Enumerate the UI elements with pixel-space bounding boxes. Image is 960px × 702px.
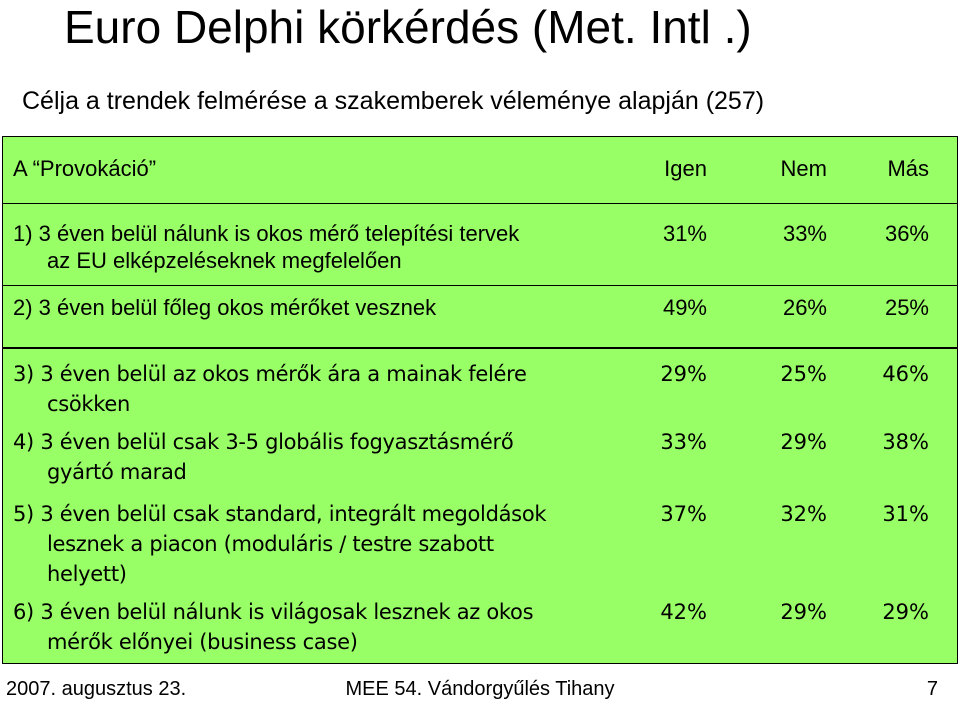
value-igen: 37% [660, 502, 707, 526]
value-mas: 38% [882, 430, 929, 454]
row-text-line: csökken [47, 392, 131, 416]
footer-event: MEE 54. Vándorgyűlés Tihany [345, 678, 615, 700]
row-text-line: gyártó marad [47, 460, 187, 484]
survey-table-top [2, 136, 958, 348]
value-mas: 31% [882, 502, 929, 526]
value-nem: 29% [780, 430, 827, 454]
value-mas: 36% [884, 221, 929, 246]
survey-table-bottom [2, 348, 958, 664]
row-text-line: 1) 3 éven belül nálunk is okos mérő telepítési tervek [13, 221, 520, 246]
value-nem: 32% [780, 502, 827, 526]
row-text-line: lesznek a piacon (moduláris / testre szabott [47, 532, 494, 556]
row-text-line: 5) 3 éven belül csak standard, integrált megoldások [13, 502, 547, 526]
value-igen: 49% [662, 295, 707, 320]
slide-title: Euro Delphi körkérdés (Met. Intl .) [64, 1, 752, 53]
row-text-line: 6) 3 éven belül nálunk is világosak lesznek az okos [13, 600, 534, 624]
row-text-line: 3) 3 éven belül az okos mérők ára a mainak felére [13, 362, 527, 386]
row-text-line: az EU elképzeléseknek megfelelően [47, 248, 402, 273]
value-nem: 26% [782, 295, 827, 320]
header-divider [3, 203, 957, 204]
value-mas: 46% [882, 362, 929, 386]
footer-page-number: 7 [926, 678, 938, 700]
row-divider [3, 285, 957, 286]
value-igen: 29% [660, 362, 707, 386]
provocation-header: A “Provokáció” [13, 156, 157, 181]
row-text-line: 2) 3 éven belül főleg okos mérőket vesznek [13, 295, 437, 320]
col-header-mas: Más [887, 156, 929, 181]
value-igen: 42% [660, 600, 707, 624]
value-mas: 25% [884, 295, 929, 320]
value-nem: 33% [782, 221, 827, 246]
col-header-igen: Igen [664, 156, 707, 181]
slide-subtitle: Célja a trendek felmérése a szakemberek véleménye alapján (257) [22, 87, 765, 115]
footer-date: 2007. augusztus 23. [6, 678, 187, 700]
value-igen: 33% [660, 430, 707, 454]
value-mas: 29% [882, 600, 929, 624]
row-text-line: mérők előnyei (business case) [47, 630, 358, 654]
col-header-nem: Nem [780, 156, 827, 181]
value-nem: 29% [780, 600, 827, 624]
slide-footer [0, 676, 960, 702]
row-text-line: 4) 3 éven belül csak 3-5 globális fogyasztásmérő [13, 430, 514, 454]
value-nem: 25% [780, 362, 827, 386]
value-igen: 31% [662, 221, 707, 246]
row-text-line: helyett) [47, 562, 127, 586]
